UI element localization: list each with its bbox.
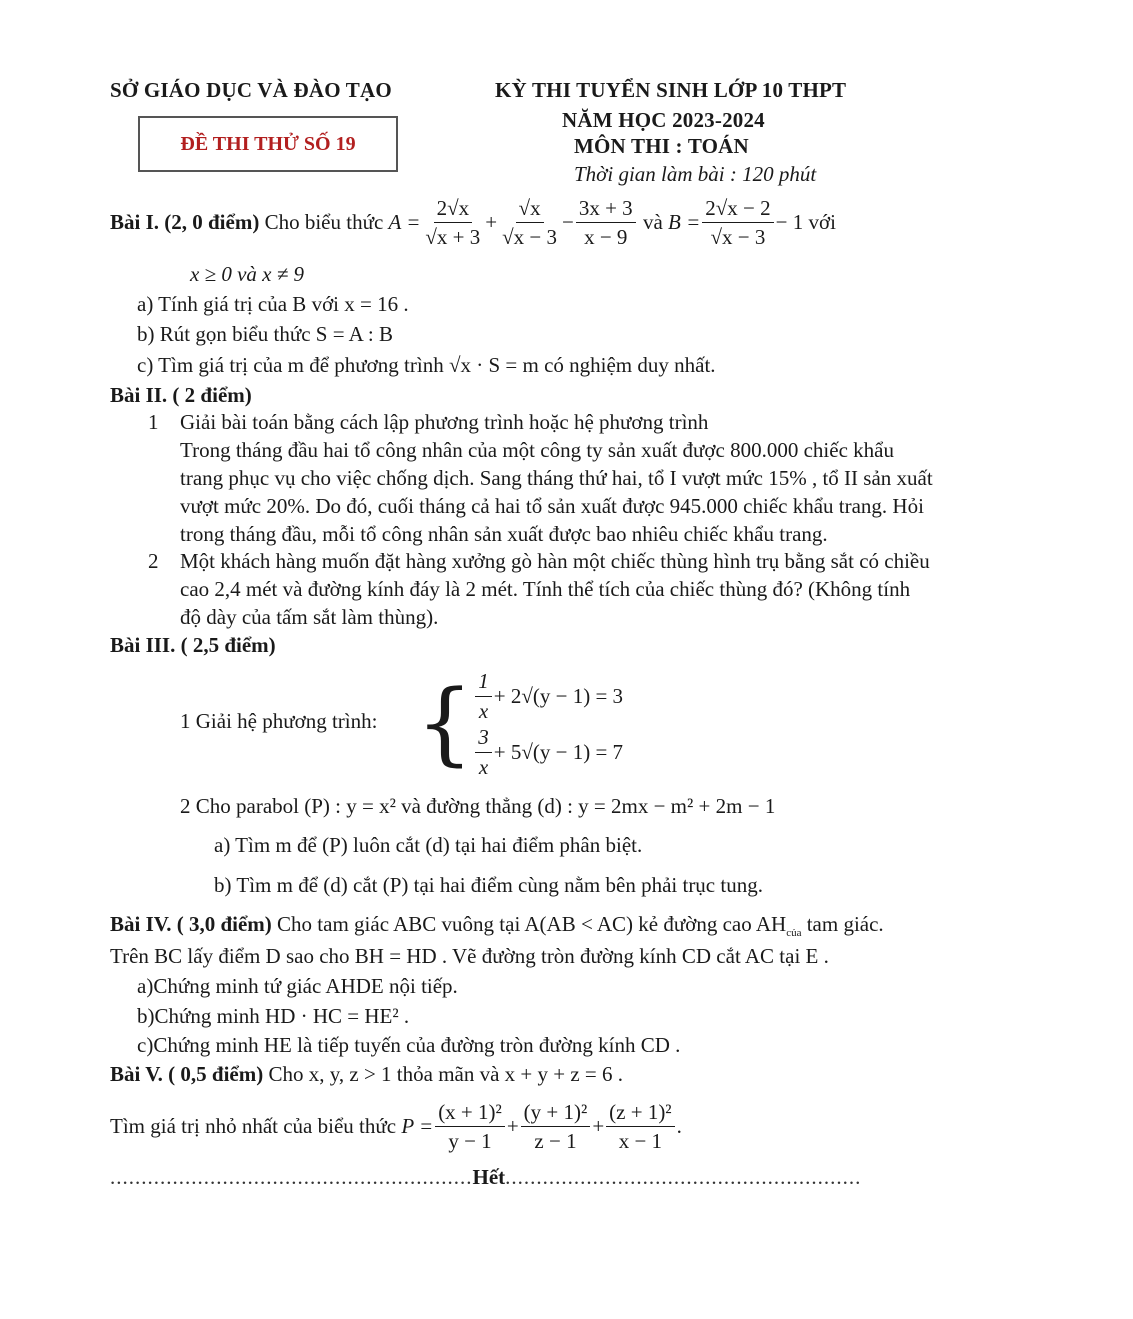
A-term1-num: 2√x <box>434 196 473 223</box>
A-term2-num: √x <box>516 196 544 223</box>
bai4-part-c: c)Chứng minh HE là tiếp tuyến của đường tròn đường kính CD . <box>137 1033 681 1057</box>
P-term1-den: y − 1 <box>448 1129 492 1154</box>
system-eq1 <box>473 668 623 724</box>
A-term3-den: x − 9 <box>584 225 628 250</box>
subject: MÔN THI : TOÁN <box>574 134 749 158</box>
P-term1 <box>435 1100 505 1153</box>
bai5-heading: Bài V. ( 0,5 điểm) <box>110 1062 264 1086</box>
A-term3-num: 3x + 3 <box>576 196 636 223</box>
P-lhs: P = <box>401 1114 434 1139</box>
bai2-p2-line3: độ dày của tấm sắt làm thùng). <box>180 605 439 629</box>
bai5-line2: Tìm giá trị nhỏ nhất của biểu thức P = $\frac{\text{(x + 1)²}}{y - 1}$ + $\frac{\text{(y + 1)²}}{z - 1}$ + $\frac{\text{(z + 1)²}}{x - 1}$ . <box>110 1100 682 1154</box>
bai2-p1-line5: trong tháng đầu, mỗi tổ công nhân sản xuất được bao nhiêu chiếc khẩu trang. <box>180 522 828 546</box>
P-term2-den: z − 1 <box>534 1129 577 1154</box>
P-term2 <box>521 1100 591 1153</box>
expr-A-lhs: A = <box>388 210 421 235</box>
bai2-p1-line3: trang phục vụ cho việc chống dịch. Sang tháng thứ hai, tổ I vượt mức 15% , tổ II sản xuất <box>180 466 933 490</box>
end-line <box>110 1165 861 1190</box>
bai2-p1-line1: Giải bài toán bằng cách lập phương trình hoặc hệ phương trình <box>180 410 709 434</box>
exam-title: KỲ THI TUYỂN SINH LỚP 10 THPT <box>495 78 847 102</box>
eq2-num: 3 <box>475 725 492 752</box>
bai4-heading: Bài IV. ( 3,0 điểm) <box>110 912 272 936</box>
dots-right: ......................................................... <box>505 1165 862 1189</box>
exam-duration: Thời gian làm bài : 120 phút <box>574 162 817 186</box>
bai2-p1-number: 1 <box>148 410 159 434</box>
bai1-heading: Bài I. (2, 0 điểm) <box>110 210 260 235</box>
expr-B-lhs: B = <box>668 210 701 235</box>
bai3-p1-label: 1 Giải hệ phương trình: <box>180 709 378 733</box>
bai4-line1-tail: tam giác. <box>801 912 884 936</box>
eq1-rest: + 2√(y − 1) = 3 <box>493 683 624 708</box>
eq1-frac <box>475 669 492 722</box>
bai3-part-b: b) Tìm m để (d) cắt (P) tại hai điểm cùng nằm bên phải trục tung. <box>214 873 763 897</box>
trial-exam-label: ĐỀ THI THỬ SỐ 19 <box>180 132 356 155</box>
bai4-part-b: b)Chứng minh HD · HC = HE² . <box>137 1004 410 1028</box>
bai4-line1 <box>110 912 884 939</box>
B-fraction <box>702 196 773 249</box>
eq2-rest: + 5√(y − 1) = 7 <box>493 739 624 764</box>
bai4-line1-subscript: của <box>786 927 802 940</box>
A-term1 <box>422 196 483 249</box>
left-brace: { <box>416 671 474 776</box>
dots-left: .......................................................... <box>110 1165 473 1189</box>
P-term3 <box>606 1100 674 1153</box>
school-year: NĂM HỌC 2023-2024 <box>562 108 765 132</box>
bai2-p2-line2: cao 2,4 mét và đường kính đáy là 2 mét. Tính thể tích của chiếc thùng đó? (Không tính <box>180 577 911 601</box>
bai5-line1-text: Cho x, y, z > 1 thỏa mãn và x + y + z = 6 . <box>268 1062 624 1086</box>
eq1-den: x <box>478 698 489 723</box>
A-term1-den: √x + 3 <box>425 225 481 250</box>
P-term3-den: x − 1 <box>618 1129 663 1154</box>
bai4-line2: Trên BC lấy điểm D sao cho BH = HD . Vẽ đường tròn đường kính CD cắt AC tại E . <box>110 944 829 968</box>
bai4-line1-text: Cho tam giác ABC vuông tại A(AB < AC) kẻ đường cao AH <box>277 912 787 936</box>
bai2-p2-number: 2 <box>148 549 159 573</box>
bai5-line1 <box>110 1062 623 1087</box>
system-eq2 <box>473 724 623 780</box>
and-word: và <box>642 210 663 235</box>
bai2-p1-line2: Trong tháng đầu hai tổ công nhân của một công ty sản xuất được 800.000 chiếc khẩu <box>180 438 894 462</box>
eq1-num: 1 <box>475 669 492 696</box>
bai3-p2: 2 Cho parabol (P) : y = x² và đường thẳng (d) : y = 2mx − m² + 2m − 1 <box>180 794 776 818</box>
bai2-p2-line1: Một khách hàng muốn đặt hàng xưởng gò hàn một chiếc thùng hình trụ bằng sắt có chiều <box>180 549 930 573</box>
bai3-part-a: a) Tìm m để (P) luôn cắt (d) tại hai điểm phân biệt. <box>214 833 643 857</box>
equation-system <box>416 668 623 780</box>
P-term3-num: (z + 1)² <box>606 1100 674 1127</box>
bai5-line2-text: Tìm giá trị nhỏ nhất của biểu thức <box>110 1114 397 1139</box>
bai2-p1-line4: vượt mức 20%. Do đó, cuối tháng cả hai tổ sản xuất được 945.000 chiếc khẩu trang. Hỏi <box>180 494 924 518</box>
bai1-part-c: c) Tìm giá trị của m để phương trình √x · S = m có nghiệm duy nhất. <box>137 353 716 377</box>
trial-exam-box <box>138 116 398 172</box>
P-term2-num: (y + 1)² <box>521 1100 591 1127</box>
P-term1-num: (x + 1)² <box>435 1100 505 1127</box>
eq2-frac <box>475 725 492 778</box>
system-rows <box>473 668 623 780</box>
B-num: 2√x − 2 <box>702 196 773 223</box>
bai1-part-a: a) Tính giá trị của B với x = 16 . <box>137 292 409 316</box>
department-name: SỞ GIÁO DỤC VÀ ĐÀO TẠO <box>110 78 392 102</box>
A-term2 <box>499 196 560 249</box>
bai1-condition: x ≥ 0 và x ≠ 9 <box>190 262 305 286</box>
eq2-den: x <box>478 754 489 779</box>
bai1-intro: Cho biểu thức <box>264 210 384 235</box>
A-term2-den: √x − 3 <box>502 225 557 250</box>
bai2-heading: Bài II. ( 2 điểm) <box>110 383 252 407</box>
bai3-heading: Bài III. ( 2,5 điểm) <box>110 633 276 657</box>
A-term3 <box>576 196 636 249</box>
bai4-part-a: a)Chứng minh tứ giác AHDE nội tiếp. <box>137 974 458 998</box>
B-tail: − 1 với <box>775 210 836 235</box>
B-den: √x − 3 <box>710 225 766 250</box>
end-word: Hết <box>472 1165 506 1189</box>
bai1-part-b: b) Rút gọn biểu thức S = A : B <box>137 322 393 346</box>
bai1-statement: Bài I. (2, 0 điểm) Cho biểu thức A = $\frac{2√x}{√x + 3}$ + $\frac{√x}{√x - 3}$ − $\frac{3x + 3}{x - 9}$ và B = $\frac{2√x - 2}{√x - 3}$ − 1 với <box>110 196 836 250</box>
